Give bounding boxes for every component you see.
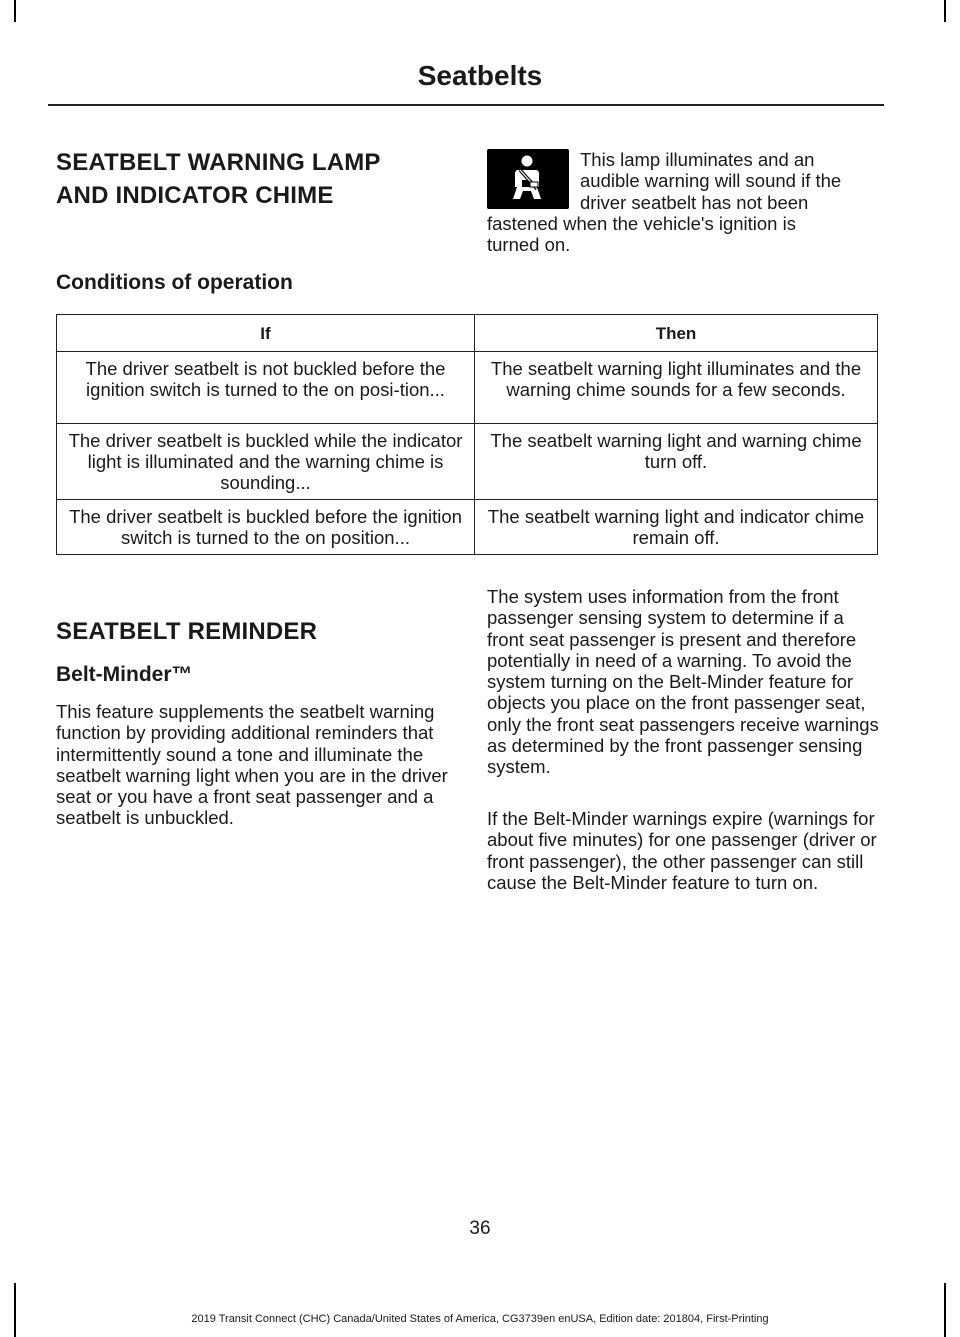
belt-minder-description: This feature supplements the seatbelt warning function by providing additional reminders that intermittently sound a tone and illuminate the seatbelt warning light when you are in the driver seat or you have a front seat passenger and a seatbelt is unbuckled.: [56, 701, 448, 829]
table-header-if: If: [57, 315, 475, 352]
table-row: [57, 500, 878, 555]
table-cell-then: The seatbelt warning light and warning chime turn off.: [475, 424, 878, 500]
section-heading-seatbelt-reminder: SEATBELT REMINDER: [56, 618, 318, 645]
crop-mark-bottom-right: [944, 1283, 946, 1337]
conditions-table: [56, 314, 878, 555]
page-header-title: Seatbelts: [417, 60, 543, 91]
table-cell-if: The driver seatbelt is not buckled before the ignition switch is turned to the on posi-tion...: [57, 352, 475, 424]
lamp-description-continued: fastened when the vehicle's ignition is turned on.: [487, 213, 796, 256]
table-cell-then: The seatbelt warning light and indicator chime remain off.: [475, 500, 878, 555]
crop-mark-top-right: [944, 0, 946, 22]
header-divider: [48, 104, 884, 106]
footer-edition-info: 2019 Transit Connect (CHC) Canada/United States of America, CG3739en enUSA, Edition date: 201804, First-Printing: [191, 1313, 769, 1325]
seatbelt-warning-icon: [487, 149, 569, 209]
conditions-subheading: Conditions of operation: [56, 271, 293, 294]
table-cell-if: The driver seatbelt is buckled while the indicator light is illuminated and the warning chime is sounding...: [57, 424, 475, 500]
page-number: 36: [469, 1218, 491, 1239]
crop-mark-top-left: [14, 0, 16, 22]
table-cell-if: The driver seatbelt is buckled before the ignition switch is turned to the on position...: [57, 500, 475, 555]
passenger-sensing-paragraph: The system uses information from the front passenger sensing system to determine if a front seat passenger is present and therefore potentially in need of a warning. To avoid the system turning on the Belt-Minder feature for objects you place on the front passenger seat, only the front seat passengers receive warnings as determined by the front passenger sensing system.: [487, 586, 879, 778]
table-row: [57, 424, 878, 500]
crop-mark-bottom-left: [14, 1283, 16, 1337]
table-row: [57, 352, 878, 424]
table-header-then: Then: [475, 315, 878, 352]
warning-expiry-paragraph: If the Belt-Minder warnings expire (warnings for about five minutes) for one passenger (driver or front passenger), the other passenger can still cause the Belt-Minder feature to turn on.: [487, 808, 877, 893]
belt-minder-subheading: Belt-Minder™: [56, 663, 193, 686]
table-cell-then: The seatbelt warning light illuminates and the warning chime sounds for a few seconds.: [475, 352, 878, 424]
section-heading-warning-lamp: SEATBELT WARNING LAMP AND INDICATOR CHIME: [56, 149, 381, 209]
lamp-description: This lamp illuminates and an audible warning will sound if the driver seatbelt has not been: [580, 149, 842, 213]
